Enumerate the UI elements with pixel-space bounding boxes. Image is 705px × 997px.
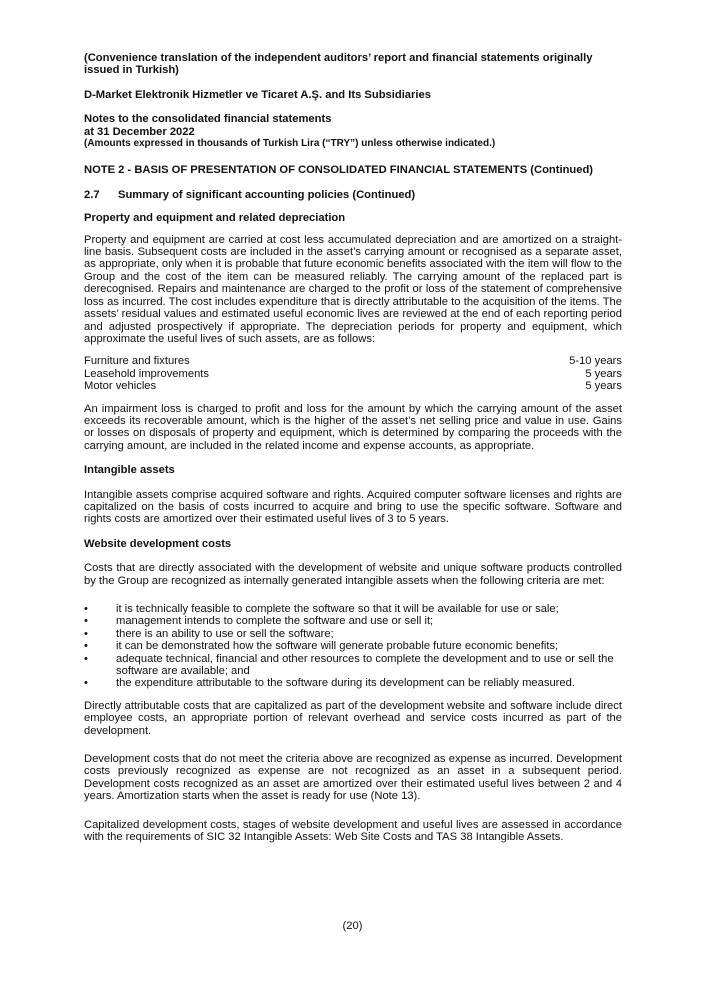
section-title [84,189,622,201]
ppe-paragraph-2: An impairment loss is charged to profit and loss for the amount by which the carrying amount of the asset exceeds its recoverable amount, which is the higher of the asset’s net selling price and value in use. Gains or losses on disposals of property and equipment, which is determined by comparing the proceeds with the carrying amount, are included in the related income and expense accounts, as appropriate. [84,402,622,452]
page-number: (20) [342,920,363,932]
asset-class: Motor vehicles [84,380,157,393]
ppe-heading: Property and equipment and related depreciation [84,212,346,225]
bullet-icon: • [84,603,88,615]
criteria-list [84,603,622,690]
bullet-icon: • [84,627,88,640]
company-name: D-Market Elektronik Hizmetler ve Ticaret A.Ş. and Its Subsidiaries [84,88,431,101]
list-item: • management intends to complete the software and use or sell it; [84,615,434,628]
bullet-icon: • [84,615,88,628]
list-item: • it is technically feasible to complete the software so that it will be available for use or sale; [84,603,559,615]
website-intro: Costs that are directly associated with the development of website and unique software products controlled by the Group are recognized as internally generated intangible assets when the following criteria are met: [84,562,622,587]
note-title: NOTE 2 - BASIS OF PRESENTATION OF CONSOLIDATED FINANCIAL STATEMENTS (Continued) [84,164,594,177]
list-item: • the expenditure attributable to the software during its development can be reliably measured. [84,677,575,690]
useful-lives-table [84,355,622,392]
useful-lives-row [84,368,622,380]
development-costs-paragraph: Development costs that do not meet the criteria above are recognized as expense as incurred. Development costs previously recognized as expense are not recognized as an asset in a subsequent period. Development costs recognized as an asset are amortized over their estimated useful lives between 2 and 4 years. Amortization starts when the asset is ready for use (Note 13). [84,753,622,803]
section-title-text: Summary of significant accounting policies (Continued) [118,188,416,201]
useful-life: 5-10 years [569,355,622,368]
list-item: • adequate technical, financial and other resources to complete the development and to use or sell the software are available; and [84,652,614,678]
amounts-note: (Amounts expressed in thousands of Turkish Lira (“TRY”) unless otherwise indicated.) [84,138,496,150]
useful-lives-row [84,355,622,367]
statement-date: at 31 December 2022 [84,125,195,138]
website-heading: Website development costs [84,537,232,550]
useful-life: 5 years [585,380,622,393]
list-item: • it can be demonstrated how the software will generate probable future economic benefits; [84,640,559,653]
page-content [84,52,622,844]
useful-lives-row [84,380,622,392]
bullet-icon: • [84,640,88,653]
direct-costs-paragraph: Directly attributable costs that are capitalized as part of the development website and software include direct employee costs, an appropriate portion of relevant overhead and service costs incurred as part of the development. [84,699,622,737]
list-item: • there is an ability to use or sell the software; [84,627,334,640]
bullet-icon: • [84,677,88,690]
section-number: 2.7 [84,188,100,201]
asset-class: Furniture and fixtures [84,355,190,368]
asset-class: Leasehold improvements [84,367,209,380]
ppe-paragraph-1: Property and equipment are carried at cost less accumulated depreciation and are amortized on a straight-line basis. Subsequent costs are included in the asset’s carrying amount or recognised as a separate asset, as appropriate, only when it is probable that future economic benefits associated with the item will flow to the Group and the cost of the item can be measured reliably. The carrying amount of the replaced part is derecognised. Repairs and maintenance are charged to the profit or loss of the statement of comprehensive loss as incurred. The cost includes expenditure that is directly attributable to the acquisition of the items. The assets’ residual values and estimated useful economic lives are reviewed at the end of each reporting period and adjusted prospectively if appropriate. The depreciation periods for property and equipment, which approximate the useful lives of such assets, are as follows: [84,233,622,345]
capitalized-costs-paragraph: Capitalized development costs, stages of website development and useful lives are assessed in accordance with the requirements of SIC 32 Intangible Assets: Web Site Costs and TAS 38 Intangible Assets. [84,818,622,844]
intangible-heading: Intangible assets [84,464,175,477]
bullet-icon: • [84,652,88,665]
notes-title: Notes to the consolidated financial statements [84,113,332,126]
intangible-paragraph: Intangible assets comprise acquired software and rights. Acquired computer software licenses and rights are capitalized on the basis of costs incurred to acquire and bring to use the specific software. Software and rights costs are amortized over their estimated useful lives of 3 to 5 years. [84,488,622,526]
translation-notice: (Convenience translation of the independent auditors’ report and financial statements originally issued in Turkish) [84,52,593,77]
useful-life: 5 years [585,367,622,380]
